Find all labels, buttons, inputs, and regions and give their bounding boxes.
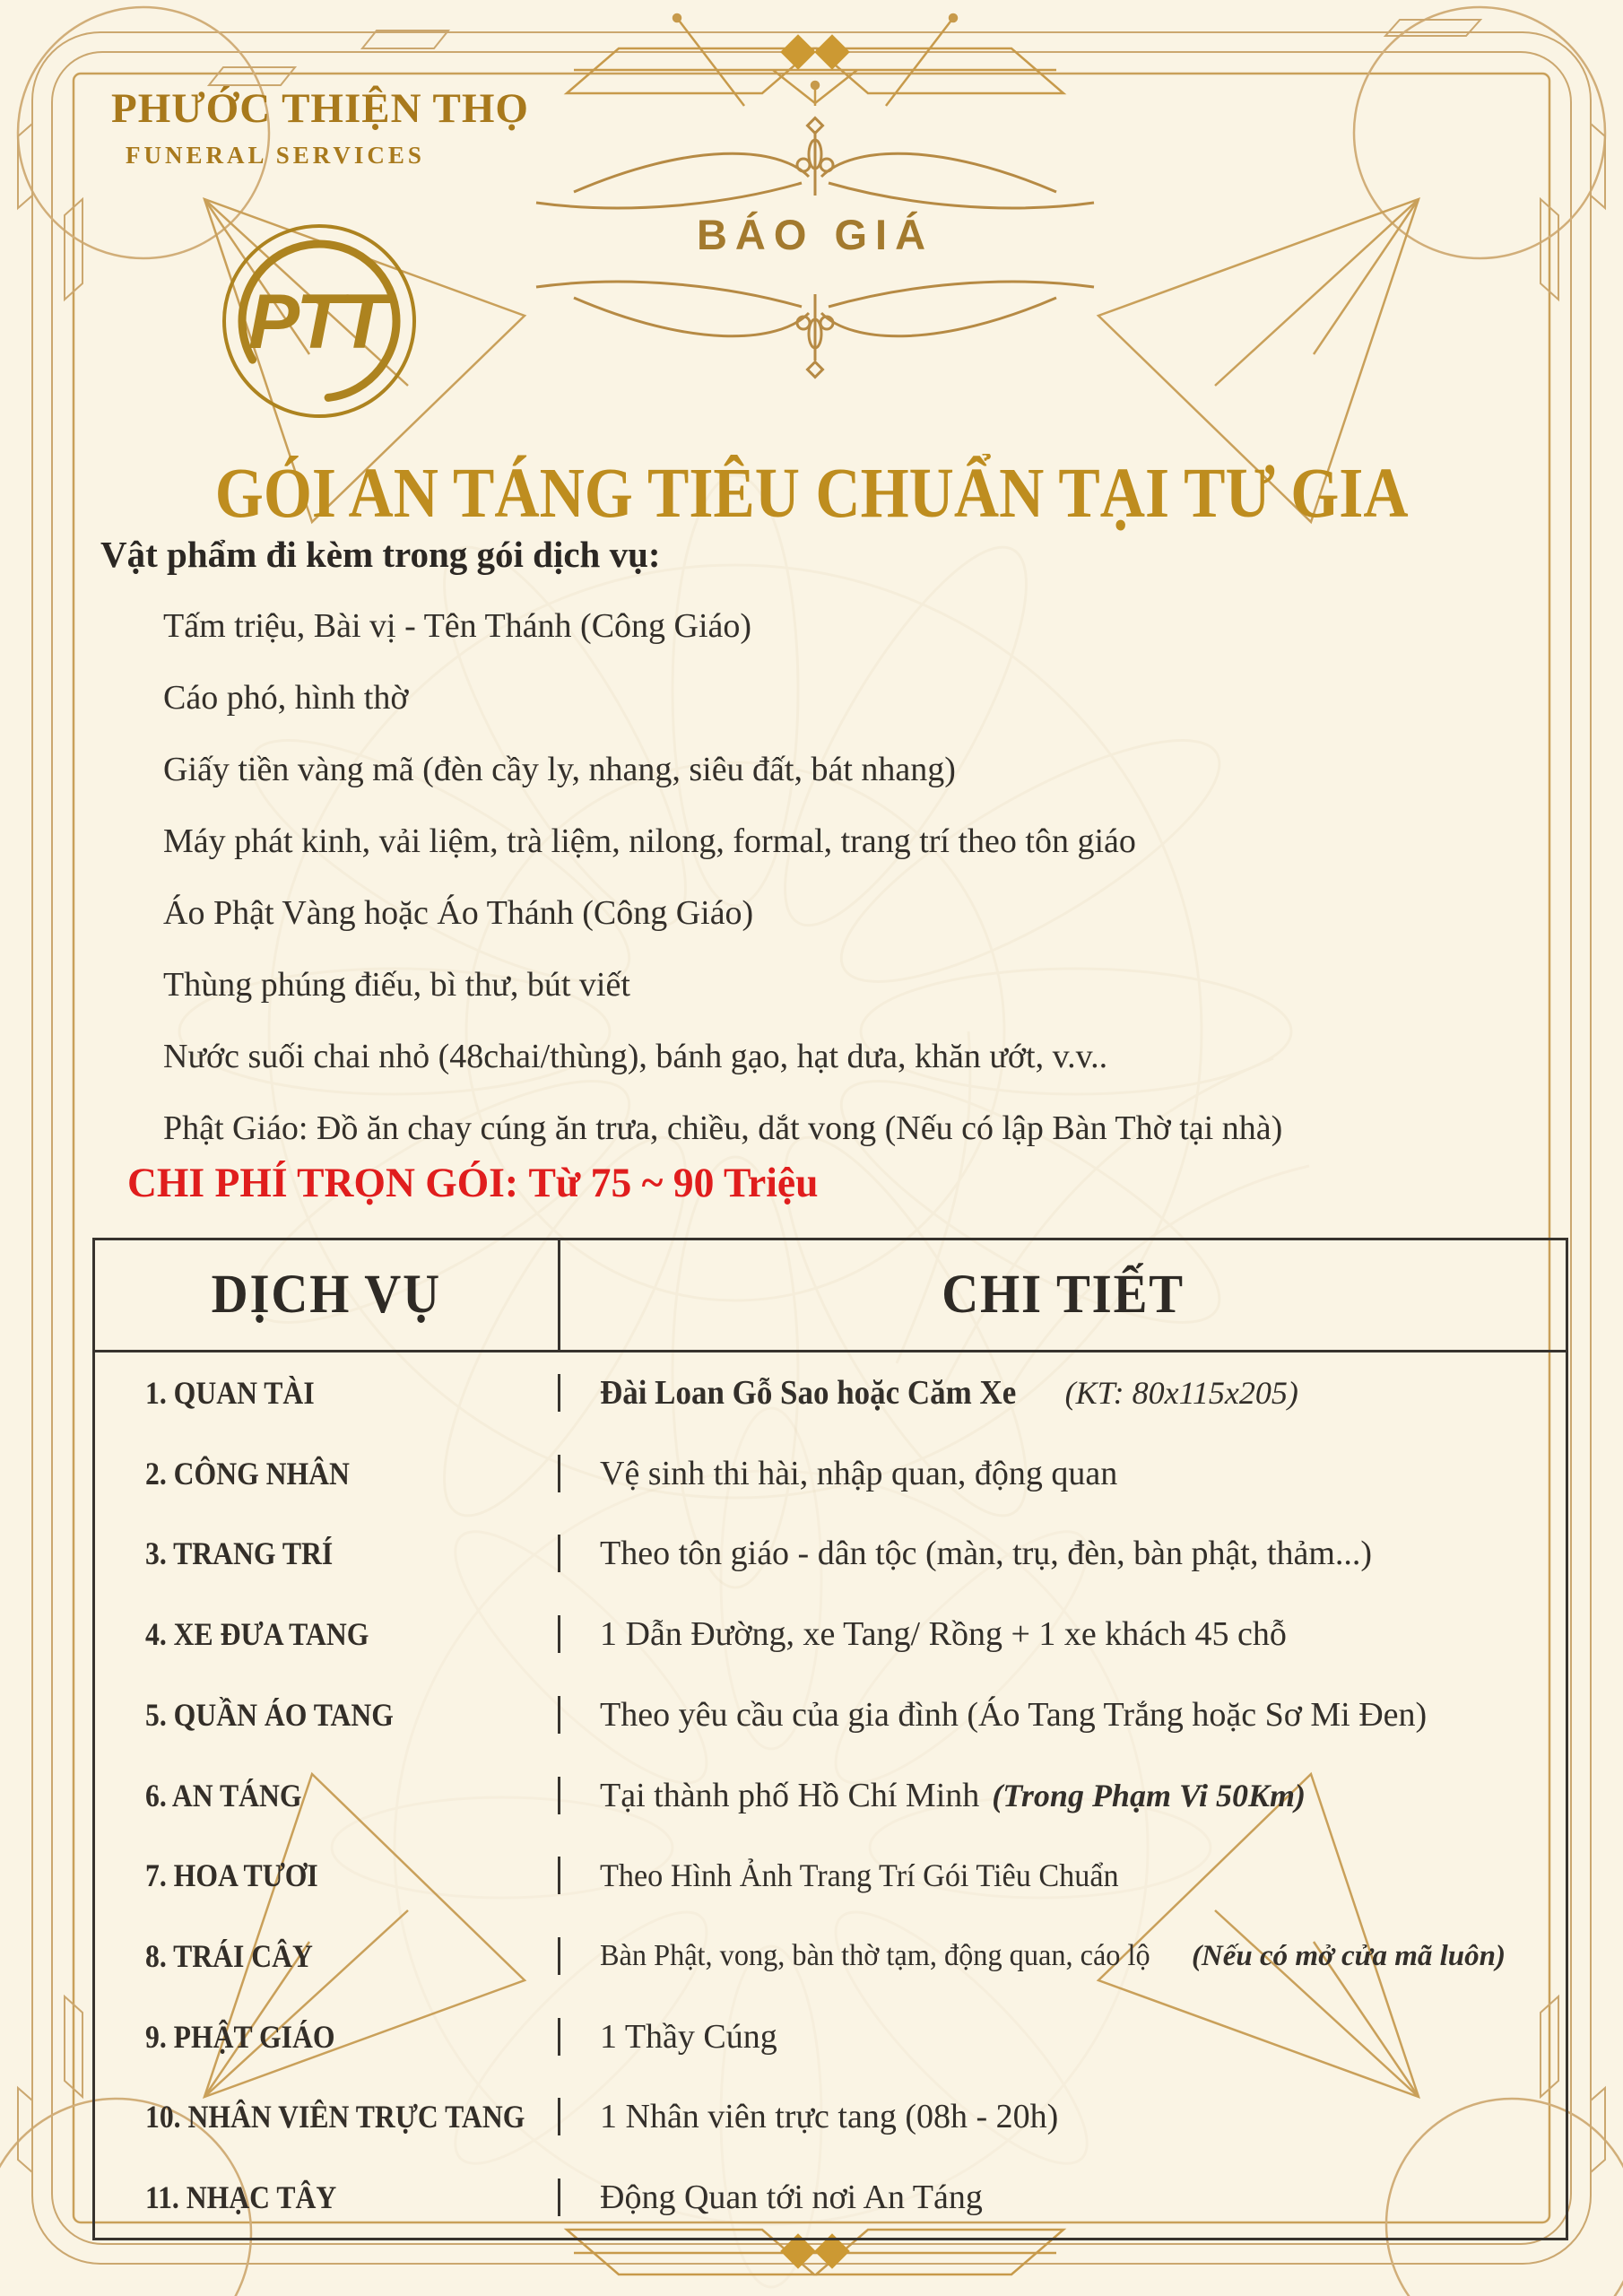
diamond-icon <box>814 34 850 70</box>
table-row <box>95 1352 1566 1433</box>
table-row <box>95 1996 1566 2077</box>
quote-badge: BÁO GIÁ <box>696 211 934 258</box>
service-detail: 1 Dẫn Đường, xe Tang/ Rồng + 1 xe khách 45 chỗ <box>600 1615 1287 1654</box>
table-body <box>95 1352 1566 2238</box>
quote-flourish-top <box>536 118 1094 208</box>
table-row <box>95 1594 1566 1674</box>
brand-tagline: FUNERAL SERVICES <box>126 142 425 169</box>
service-name: 7. HOA TƯƠI <box>145 1857 318 1894</box>
service-name: 8. TRÁI CÂY <box>145 1938 313 1974</box>
service-detail: Tại thành phố Hồ Chí Minh <box>600 1776 980 1814</box>
service-name: 4. XE ĐƯA TANG <box>145 1616 369 1653</box>
service-name: 1. QUAN TÀI <box>145 1374 315 1411</box>
price-label: CHI PHÍ TRỌN GÓI: <box>127 1160 519 1206</box>
price-line <box>127 1159 839 1207</box>
table-header-row <box>95 1240 1566 1352</box>
service-detail: 1 Thầy Cúng <box>600 2017 777 2056</box>
table-row <box>95 2077 1566 2158</box>
diamond-icon <box>780 34 816 70</box>
service-detail: Theo Hình Ảnh Trang Trí Gói Tiêu Chuẩn <box>600 1857 1119 1894</box>
included-item: Phật Giáo: Đồ ăn chay cúng ăn trưa, chiều, dắt vong (Nếu có lập Bàn Thờ tại nhà) <box>163 1109 1283 1147</box>
service-note: (Nếu có mở cửa mã luôn) <box>1191 1939 1506 1972</box>
table-row <box>95 1755 1566 1836</box>
services-table <box>92 1238 1568 2240</box>
service-note: (Trong Phạm Vi 50Km) <box>992 1777 1306 1813</box>
logo-text: PTT <box>247 279 384 365</box>
table-row <box>95 1513 1566 1594</box>
service-detail: 1 Nhân viên trực tang (08h - 20h) <box>600 2098 1059 2136</box>
service-detail: Theo yêu cầu của gia đình (Áo Tang Trắng hoặc Sơ Mi Đen) <box>600 1695 1428 1734</box>
service-detail: Bàn Phật, vong, bàn thờ tạm, động quan, cáo lộ <box>600 1939 1150 1972</box>
service-name: 5. QUẦN ÁO TANG <box>145 1696 394 1733</box>
included-item: Nước suối chai nhỏ (48chai/thùng), bánh gạo, hạt dưa, khăn ướt, v.v.. <box>163 1038 1108 1075</box>
table-row <box>95 2157 1566 2238</box>
page-title: GÓI AN TÁNG TIÊU CHUẨN TẠI TƯ GIA <box>214 455 1409 533</box>
included-heading: Vật phẩm đi kèm trong gói dịch vụ: <box>100 534 661 575</box>
included-item: Tấm triệu, Bài vị - Tên Thánh (Công Giáo) <box>163 607 752 645</box>
table-row <box>95 1674 1566 1755</box>
table-row <box>95 1916 1566 1996</box>
service-detail: Đài Loan Gỗ Sao hoặc Căm Xe <box>600 1373 1017 1412</box>
service-name: 2. CÔNG NHÂN <box>145 1455 350 1492</box>
service-note: (KT: 80x115x205) <box>1064 1374 1298 1411</box>
service-name: 9. PHẬT GIÁO <box>145 2018 335 2055</box>
header-cell-detail: CHI TIẾT <box>942 1265 1185 1325</box>
included-item: Giấy tiền vàng mã (đèn cầy ly, nhang, siêu đất, bát nhang) <box>163 751 956 788</box>
table-row <box>95 1433 1566 1514</box>
table-row <box>95 1835 1566 1916</box>
header-cell-service: DỊCH VỤ <box>95 1240 560 1350</box>
service-name: 11. NHẠC TÂY <box>145 2179 337 2216</box>
quote-flourish-bottom <box>536 282 1094 377</box>
service-name: 6. AN TÁNG <box>145 1777 302 1813</box>
top-center-ornament <box>567 14 1063 106</box>
price-value: Từ 75 ~ 90 Triệu <box>528 1160 819 1206</box>
included-item: Máy phát kinh, vải liệm, trà liệm, nilong, formal, trang trí theo tôn giáo <box>163 822 1136 860</box>
included-item: Thùng phúng điếu, bì thư, bút viết <box>163 966 630 1004</box>
service-detail: Động Quan tới nơi An Táng <box>600 2179 983 2217</box>
included-item: Cáo phó, hình thờ <box>163 679 409 717</box>
service-name: 10. NHÂN VIÊN TRỰC TANG <box>145 2099 525 2135</box>
included-item: Áo Phật Vàng hoặc Áo Thánh (Công Giáo) <box>163 894 754 932</box>
service-detail: Vệ sinh thi hài, nhập quan, động quan <box>600 1454 1118 1492</box>
brand-name: PHƯỚC THIỆN THỌ <box>111 85 529 132</box>
brand-logo <box>215 217 423 425</box>
service-detail: Theo tôn giáo - dân tộc (màn, trụ, đèn, bàn phật, thảm...) <box>600 1535 1373 1573</box>
service-name: 3. TRANG TRÍ <box>145 1535 334 1572</box>
